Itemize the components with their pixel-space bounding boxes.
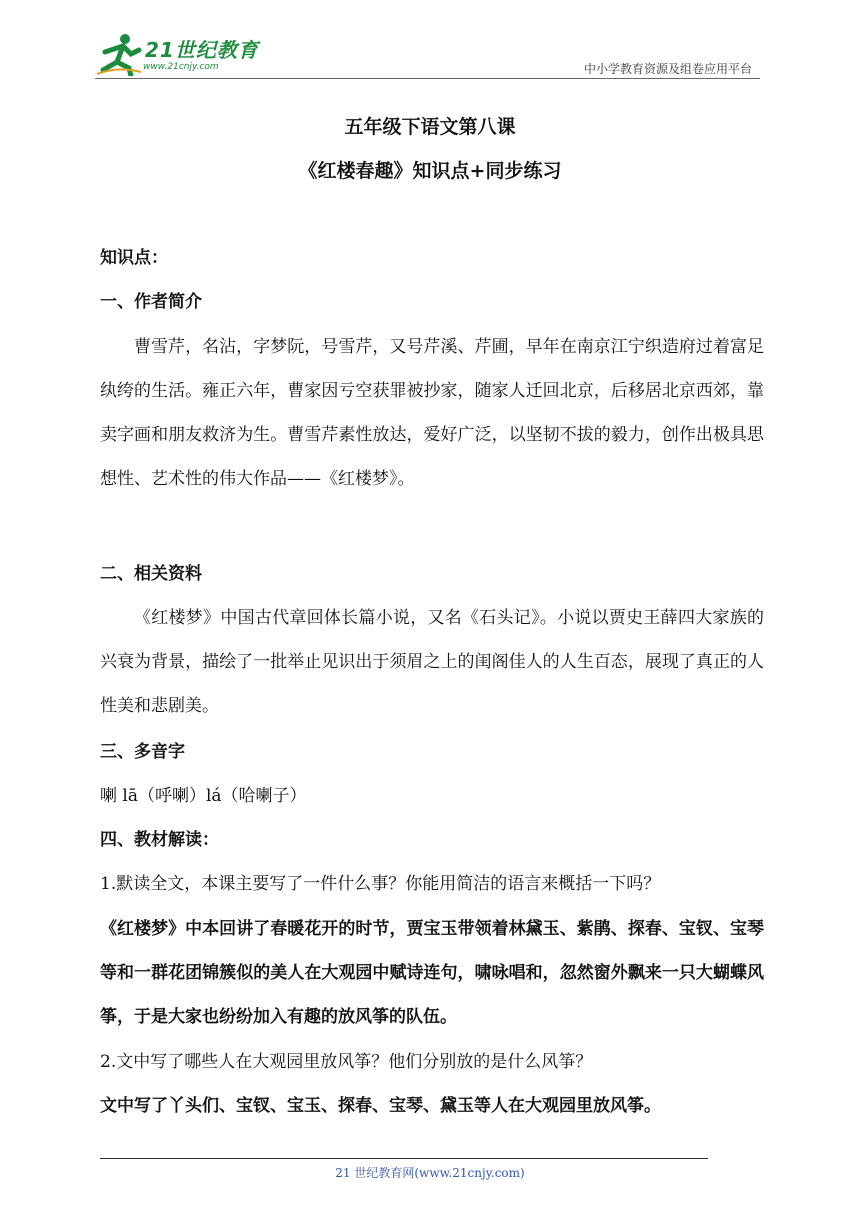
lesson-subtitle: 《红楼春趣》知识点+同步练习	[298, 160, 562, 182]
question-1: 1.默读全文，本课主要写了一件什么事？你能用简洁的语言来概括一下吗？	[100, 874, 661, 894]
header-divider	[95, 78, 760, 79]
platform-name: 中小学教育资源及组卷应用平台	[583, 62, 752, 76]
section3-text: 喇 lā（呼喇）lá（哈喇子）	[100, 786, 307, 806]
footer-text: 21 世纪教育网(www.21cnjy.com)	[335, 1166, 525, 1180]
site-logo	[95, 32, 260, 76]
answer-1: 《红楼梦》中本回讲了春暖花开的时节，贾宝玉带领着林黛玉、紫鹃、探春、宝钗、宝琴等和一群花团锦簇似的美人在大观园中赋诗连句，啸咏唱和，忽然窗外飘来一只大蝴蝶风筝，于是大家也纷纷加入有趣的放风筝的队伍。	[100, 919, 764, 1027]
section4-heading: 四、教材解读：	[100, 830, 219, 850]
answer-2: 文中写了丫头们、宝钗、宝玉、探春、宝琴、黛玉等人在大观园里放风筝。	[100, 1096, 661, 1116]
logo-text: 21世纪教育	[145, 38, 259, 62]
runner-logo-icon	[95, 32, 143, 76]
section1-text: 曹雪芹，名沾，字梦阮，号雪芹，又号芹溪、芹圃，早年在南京江宁织造府过着富足纨绔的生活。雍正六年，曹家因亏空获罪被抄家，随家人迁回北京，后移居北京西郊，靠卖字画和朋友救济为生。曹雪芹素性放达，爱好广泛，以坚韧不拔的毅力，创作出极具思想性、艺术性的伟大作品——《红楼梦》。	[100, 337, 764, 489]
knowledge-label: 知识点：	[100, 248, 168, 268]
section2-heading: 二、相关资料	[100, 564, 202, 584]
lesson-title: 五年级下语文第八课	[344, 116, 516, 138]
footer-divider	[100, 1158, 708, 1159]
question-2: 2.文中写了哪些人在大观园里放风筝？他们分别放的是什么风筝？	[100, 1052, 593, 1072]
logo-url: www.21cnjy.com	[143, 62, 219, 72]
section2-text: 《红楼梦》中国古代章回体长篇小说，又名《石头记》。小说以贾史王薛四大家族的兴衰为背景，描绘了一批举止见识出于须眉之上的闺阁佳人的人生百态，展现了真正的人性美和悲剧美。	[100, 608, 764, 716]
section3-heading: 三、多音字	[100, 742, 185, 762]
section1-heading: 一、作者简介	[100, 292, 202, 312]
page-header	[95, 28, 760, 80]
